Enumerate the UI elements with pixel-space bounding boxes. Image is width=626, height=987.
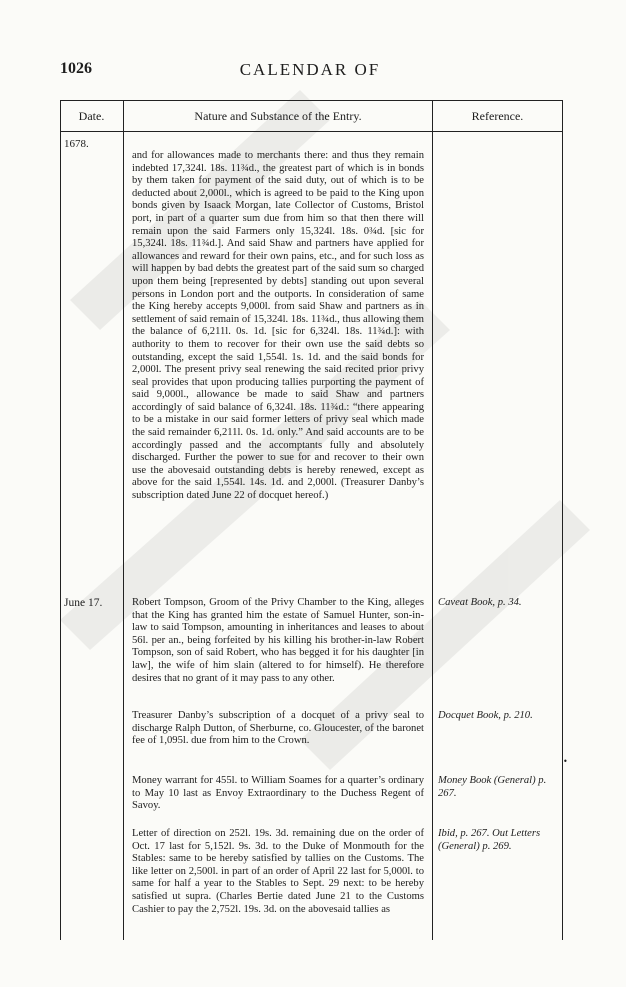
entry-date: June 17. [64, 597, 103, 609]
margin-dot: • [563, 757, 568, 766]
entry-reference: Money Book (General) p. 267. [438, 775, 547, 799]
entry-reference: Caveat Book, p. 34. [438, 597, 522, 608]
entry-text: and for allowances made to merchants there: and thus they remain indebted 17,324l. 18s. 11¾d., the greatest part of which is in bonds by them taken for payment of the said duty, out of which is to be deducted about 2,000l., which is agreed to be paid to the King upon bonds given by Isaack Morgan, late Collector of Customs, Bristol port, in part of a quarter sum due from him so that then there will remain upon the said Farmers only 15,324l. 18s. 0¾d. [sic for 15,324l. 18s. 11¾d.]. And said Shaw and partners have applied for allowances and reward for their own pains, etc., and for such loss as will happen by bad debts the greatest part of the said sum so charged upon them being [represented by debts] standing out upon several persons in London port and the outports. In consideration of same the King hereby accepts 9,000l. from said Shaw and partners as in settlement of said remain of 15,324l. 18s. 11¾d., thus allowing them the balance of 6,211l. 0s. 1d. [sic for 6,324l. 18s. 11¾d.]: with authority to them to recover for their own use the said debts so outstanding, except the said 1,554l. 1s. 1d. and the said bonds for 2,000l. The present privy seal renewing the said recited prior privy seal provides that upon producing tallies purporting the payment of said 9,000l., allowance be made to said Shaw and partners accordingly of said balance of 6,324l. 18s. 11¾d.: “there appearing to be a mistake in our said former letters of privy seal which made the said remainder 6,211l. 0s. 1d. only.” And said accounts are to be accordingly passed and the accomptants fully and absolutely discharged. Further the power to sue for and recover to their own use the abovesaid outstanding debts is hereby renewed, except as above for the said 1,554l. 14s. 1d. and 2,000l. (Treasurer Danby’s subscription dated June 22 of docquet hereof.) [132, 150, 424, 502]
column-header-date: Date. [78, 109, 105, 123]
right-rule [562, 100, 563, 940]
entry-reference: Ibid, p. 267. Out Letters (General) p. 269. [438, 828, 541, 852]
header-bottom-rule [60, 131, 563, 132]
running-title: CALENDAR OF [239, 60, 381, 79]
entry-text: Robert Tompson, Groom of the Privy Chamber to the King, alleges that the King has granted him the estate of Samuel Hunter, son-in-law to said Tompson, amounting in inheritances and leases to about 56l. per an., being forfeited by his killing his brother-in-law Robert Tompson, son of said Robert, who has begged it for his daughter [in law], the wife of him slain (altered to for himself). He therefore desires that no grant of it may pass to any other. [132, 597, 424, 684]
page-number: 1026 [60, 60, 92, 77]
running-head [60, 60, 560, 84]
entry-text: Treasurer Danby’s subscription of a docquet of a privy seal to discharge Ralph Dutton, of Sherburne, co. Gloucester, of the baronet fee of 1,095l. due from him to the Crown. [132, 710, 424, 747]
left-rule [60, 100, 61, 940]
table-top-rule [60, 100, 563, 101]
date-column-rule [123, 100, 124, 940]
column-header-nature: Nature and Substance of the Entry. [194, 109, 362, 123]
reference-column-rule [432, 100, 433, 940]
calendar-table [60, 100, 568, 940]
entry-reference: Docquet Book, p. 210. [438, 710, 533, 721]
entry-year: 1678. [64, 138, 89, 150]
entry-text: Money warrant for 455l. to William Soames for a quarter’s ordinary to May 10 last as Envoy Extraordinary to the Duchess Regent of Savoy. [132, 775, 424, 812]
entry-text: Letter of direction on 252l. 19s. 3d. remaining due on the order of Oct. 17 last for 5,152l. 9s. 3d. to the Duke of Monmouth for the Stables: same to be hereby satisfied by tallies on the Customs. The like letter on 2,500l. in part of an order of April 22 last for 5,000l. to same for half a year to the Stables to Sept. 29 next: to be hereby satisfied ut supra. (Charles Bertie dated June 21 to the Customs Cashier to pay the 2,752l. 19s. 3d. on the abovesaid tallies as [132, 828, 424, 915]
column-header-reference: Reference. [471, 109, 524, 123]
